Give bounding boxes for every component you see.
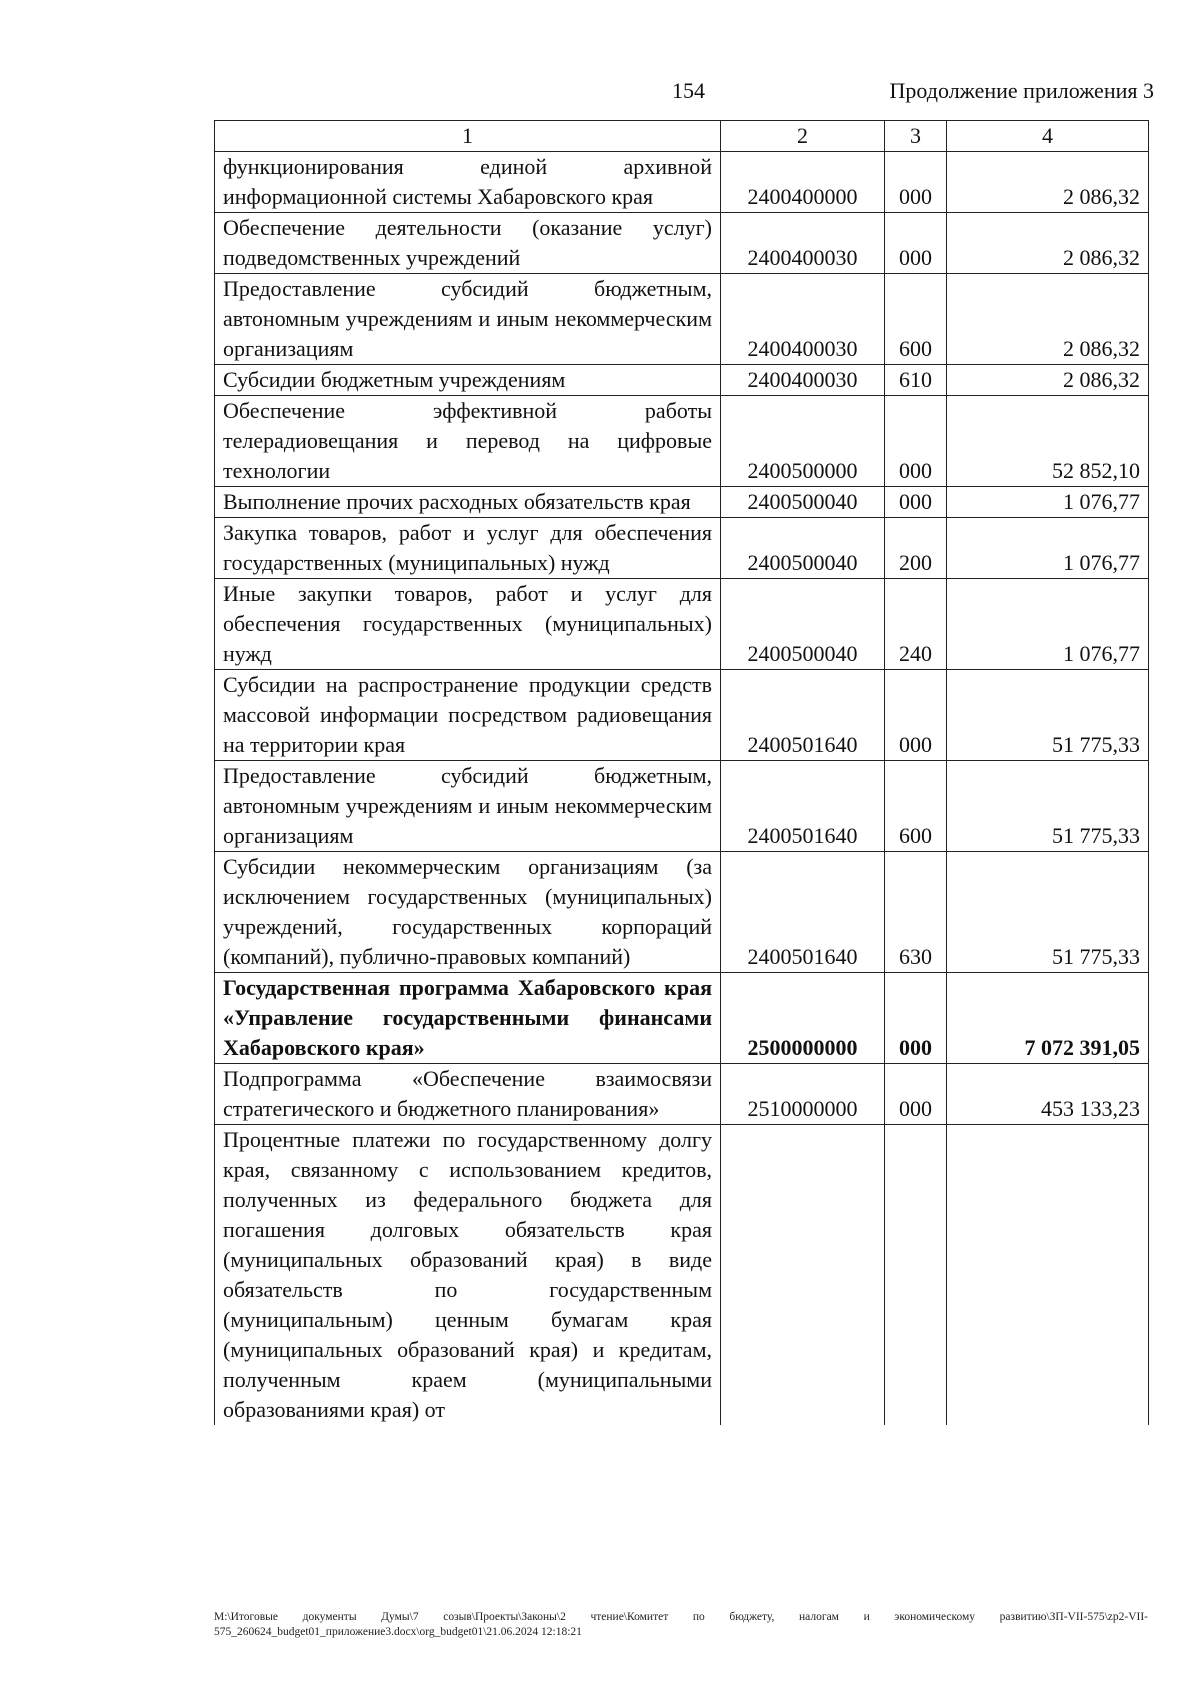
- row-name: Предоставление субсидий бюджетным, автономным учреждениям и иным некоммерческим организациям: [215, 761, 721, 852]
- row-code: 2400500000: [721, 396, 885, 487]
- column-header: 1: [215, 121, 721, 152]
- table-row: [215, 487, 1149, 518]
- file-path-footer: M:\Итоговые документы Думы\7 созыв\Проекты\Законы\2 чтение\Комитет по бюджету, налогам и экономическому развитию\ЗП-VII-575\zp2-VII-575_260624_budget01_приложение3.docx\org_budget01\21.06.2024 12:18:21: [214, 1611, 1148, 1638]
- row-name: Государственная программа Хабаровского края «Управление государственными финансами Хабаровского края»: [215, 973, 721, 1064]
- row-kvr: 000: [885, 152, 947, 213]
- column-header: 4: [947, 121, 1149, 152]
- row-sum: 2 086,32: [947, 152, 1149, 213]
- row-sum: 2 086,32: [947, 213, 1149, 274]
- row-kvr: 000: [885, 213, 947, 274]
- row-code: 2400400000: [721, 152, 885, 213]
- row-name: Иные закупки товаров, работ и услуг для обеспечения государственных (муниципальных) нужд: [215, 579, 721, 670]
- row-code: 2400500040: [721, 487, 885, 518]
- row-code: 2400501640: [721, 761, 885, 852]
- row-kvr: 000: [885, 396, 947, 487]
- table-row: [215, 396, 1149, 487]
- table-row: [215, 579, 1149, 670]
- row-code: 2400400030: [721, 274, 885, 365]
- row-sum: 2 086,32: [947, 274, 1149, 365]
- row-code: 2400400030: [721, 213, 885, 274]
- table-row: [215, 518, 1149, 579]
- row-sum: 2 086,32: [947, 365, 1149, 396]
- row-kvr: 240: [885, 579, 947, 670]
- table-row: [215, 1125, 1149, 1426]
- row-name: Обеспечение эффективной работы телерадиовещания и перевод на цифровые технологии: [215, 396, 721, 487]
- row-kvr: [885, 1125, 947, 1426]
- row-sum: 51 775,33: [947, 761, 1149, 852]
- column-header: 3: [885, 121, 947, 152]
- row-name: Субсидии бюджетным учреждениям: [215, 365, 721, 396]
- row-name: Субсидии некоммерческим организациям (за исключением государственных (муниципальных) учреждений, государственных корпораций (компаний), публично-правовых компаний): [215, 852, 721, 973]
- row-sum: [947, 1125, 1149, 1426]
- budget-table: [214, 120, 1149, 1425]
- row-sum: 52 852,10: [947, 396, 1149, 487]
- row-sum: 453 133,23: [947, 1064, 1149, 1125]
- row-name: Закупка товаров, работ и услуг для обеспечения государственных (муниципальных) нужд: [215, 518, 721, 579]
- table-row-program: [215, 973, 1149, 1064]
- row-code: [721, 1125, 885, 1426]
- row-code: 2400500040: [721, 518, 885, 579]
- row-name: Подпрограмма «Обеспечение взаимосвязи стратегического и бюджетного планирования»: [215, 1064, 721, 1125]
- row-sum: 1 076,77: [947, 579, 1149, 670]
- row-name: Выполнение прочих расходных обязательств края: [215, 487, 721, 518]
- row-sum: 1 076,77: [947, 487, 1149, 518]
- row-name: Обеспечение деятельности (оказание услуг) подведомственных учреждений: [215, 213, 721, 274]
- row-kvr: 200: [885, 518, 947, 579]
- row-name: Процентные платежи по государственному долгу края, связанному с использованием кредитов, полученных из федерального бюджета для погашения долговых обязательств края (муниципальных образований края) в виде обязательств по государственным (муниципальным) ценным бумагам края (муниципальных образований края) и кредитам, полученным краем (муниципальными образованиями края) от: [215, 1125, 721, 1426]
- row-kvr: 000: [885, 670, 947, 761]
- row-code: 2400501640: [721, 670, 885, 761]
- row-code: 2400500040: [721, 579, 885, 670]
- table-row: [215, 274, 1149, 365]
- row-kvr: 610: [885, 365, 947, 396]
- table-row: [215, 670, 1149, 761]
- row-kvr: 630: [885, 852, 947, 973]
- row-kvr: 600: [885, 274, 947, 365]
- table-row: [215, 152, 1149, 213]
- continuation-label: Продолжение приложения 3: [889, 78, 1154, 103]
- page-number: 154: [672, 78, 705, 103]
- table-row: [215, 213, 1149, 274]
- row-kvr: 000: [885, 1064, 947, 1125]
- row-sum: 7 072 391,05: [947, 973, 1149, 1064]
- row-sum: 1 076,77: [947, 518, 1149, 579]
- row-sum: 51 775,33: [947, 852, 1149, 973]
- row-code: 2400400030: [721, 365, 885, 396]
- row-code: 2400501640: [721, 852, 885, 973]
- row-kvr: 000: [885, 487, 947, 518]
- row-name: Предоставление субсидий бюджетным, автономным учреждениям и иным некоммерческим организациям: [215, 274, 721, 365]
- row-kvr: 000: [885, 973, 947, 1064]
- row-name: Субсидии на распространение продукции средств массовой информации посредством радиовещания на территории края: [215, 670, 721, 761]
- table-row: [215, 365, 1149, 396]
- row-sum: 51 775,33: [947, 670, 1149, 761]
- row-name: функционирования единой архивной информационной системы Хабаровского края: [215, 152, 721, 213]
- table-row: [215, 761, 1149, 852]
- page-header: [0, 78, 1200, 112]
- table-row: [215, 852, 1149, 973]
- column-header: 2: [721, 121, 885, 152]
- table-header-row: [215, 121, 1149, 152]
- row-code: 2500000000: [721, 973, 885, 1064]
- row-code: 2510000000: [721, 1064, 885, 1125]
- row-kvr: 600: [885, 761, 947, 852]
- table-row: [215, 1064, 1149, 1125]
